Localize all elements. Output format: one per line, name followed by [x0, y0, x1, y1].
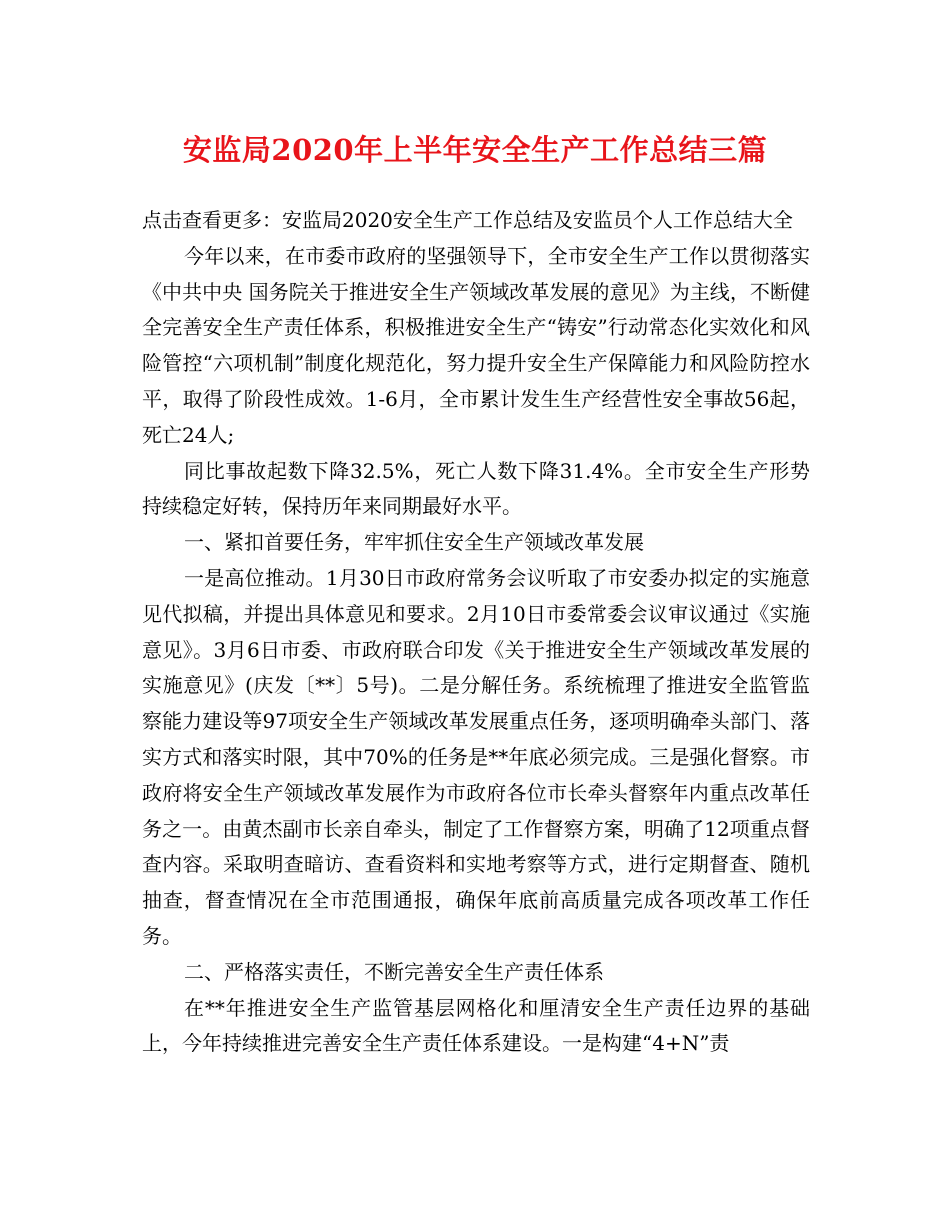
paragraph-intro: 今年以来，在市委市政府的坚强领导下，全市安全生产工作以贯彻落实《中共中央 国务院关于推进安全生产领域改革发展的意见》为主线，不断健全完善安全生产责任体系，积极推进安全生产“铸安”行动常态化实效化和风险管控“六项机制”制度化规范化，努力提升安全生产保障能力和风险防控水平，取得了阶段性成效。1-6月，全市累计发生生产经营性安全事故56起，死亡24人; [142, 243, 810, 447]
paragraph-statistics: 同比事故起数下降32.5%，死亡人数下降31.4%。全市安全生产形势持续稳定好转，保持历年来同期最好水平。 [142, 458, 810, 519]
paragraph-more-link: 点击查看更多：安监局2020安全生产工作总结及安监员个人工作总结大全 [142, 208, 793, 232]
section-heading-2: 二、严格落实责任，不断完善安全生产责任体系 [184, 959, 604, 984]
document-title: 安监局2020年上半年安全生产工作总结三篇 [182, 133, 768, 167]
document-body [142, 203, 810, 1062]
paragraph-section-1: 一是高位推动。1月30日市政府常务会议听取了市安委办拟定的实施意见代拟稿，并提出具体意见和要求。2月10日市委常委会议审议通过《实施意见》。3月6日市委、市政府联合印发《关于推进安全生产领域改革发展的实施意见》(庆发〔**〕5号)。二是分解任务。系统梳理了推进安全监管监察能力建设等97项安全生产领域改革发展重点任务，逐项明确牵头部门、落实方式和落实时限，其中70%的任务是**年底必须完成。三是强化督察。市政府将安全生产领域改革发展作为市政府各位市长牵头督察年内重点改革任务之一。由黄杰副市长亲自牵头，制定了工作督察方案，明确了12项重点督查内容。采取明查暗访、查看资料和实地考察等方式，进行定期督查、随机抽查，督查情况在全市范围通报，确保年底前高质量完成各项改革工作任务。 [142, 565, 810, 948]
paragraph-section-2: 在**年推进安全生产监管基层网格化和厘清安全生产责任边界的基础上，今年持续推进完善安全生产责任体系建设。一是构建“4+N”责 [142, 995, 810, 1056]
section-heading-1: 一、紧扣首要任务，牢牢抓住安全生产领域改革发展 [184, 530, 644, 555]
